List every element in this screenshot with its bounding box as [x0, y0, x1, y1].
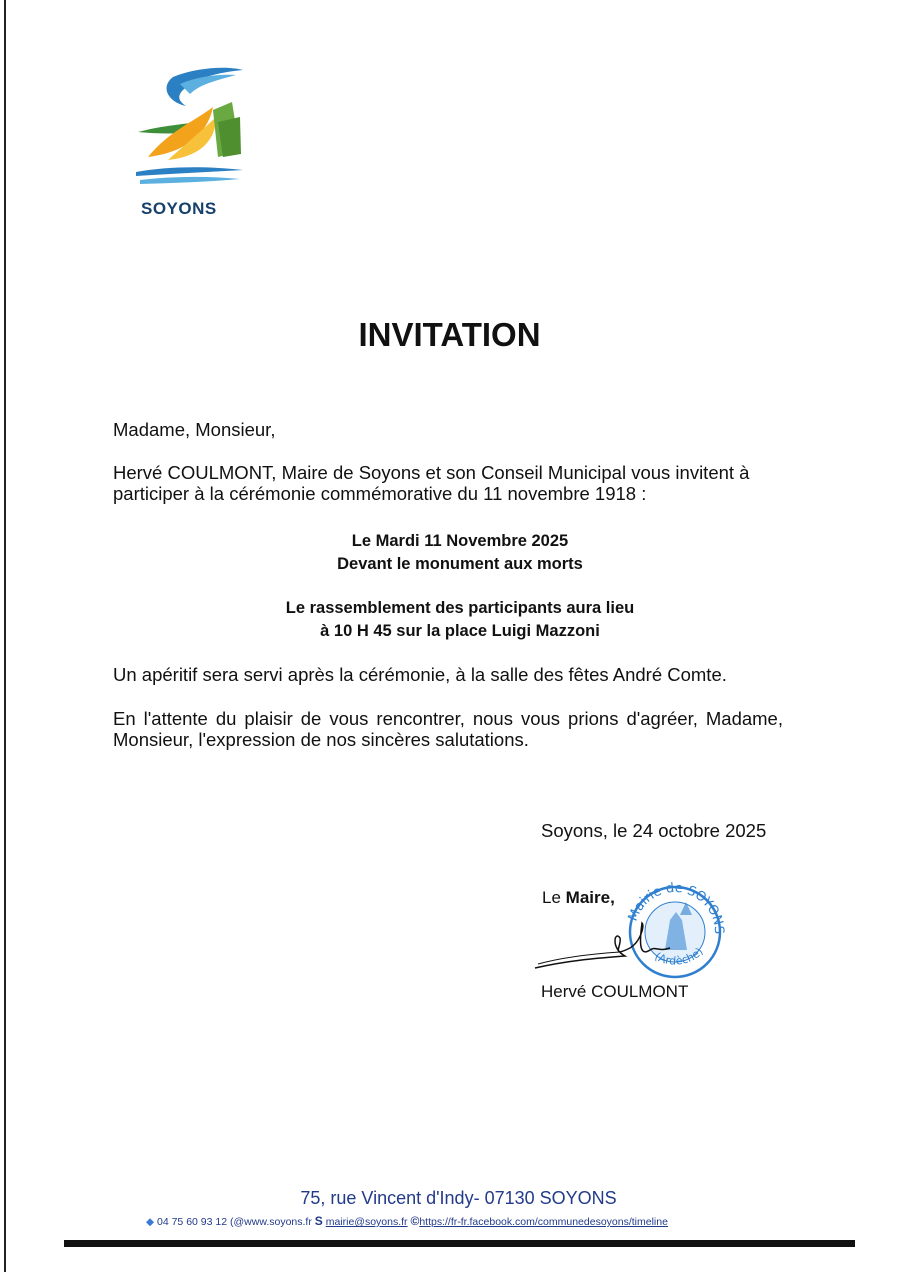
signer-prefix: Le [542, 888, 561, 907]
gathering-details [0, 597, 899, 643]
skype-icon: S [314, 1214, 323, 1228]
aperitif-paragraph: Un apéritif sera servi après la cérémonie, à la salle des fêtes André Comte. [113, 664, 727, 685]
footer-contact-line [146, 1214, 668, 1228]
event-date: Le Mardi 11 Novembre 2025 [351, 532, 569, 550]
footer-email-link[interactable]: mairie@soyons.fr [325, 1216, 408, 1228]
seal-top-text: Mairie de SOYONS [625, 880, 727, 935]
signer-name: Hervé COULMONT [541, 982, 689, 1001]
footer-bar [64, 1240, 855, 1247]
facebook-icon: © [410, 1214, 420, 1228]
seal-bottom-text: (Ardèche) [652, 945, 706, 968]
soyons-logo-graphic [128, 62, 258, 197]
closing-paragraph: En l'attente du plaisir de vous rencontrer, nous vous prions d'agréer, Madame, Monsieur, l'expression de nos sincères salutations. [113, 708, 783, 750]
footer-facebook-link[interactable]: https://fr-fr.facebook.com/communedesoyons/timeline [419, 1216, 668, 1228]
logo-wordmark: SOYONS [141, 199, 217, 218]
event-details [0, 530, 899, 576]
signer-title [542, 888, 615, 908]
place-date: Soyons, le 24 octobre 2025 [541, 820, 767, 841]
handwritten-signature [530, 918, 680, 978]
footer-phone: 04 75 60 93 12 [157, 1216, 228, 1228]
gathering-line-1: Le rassemblement des participants aura lieu [285, 599, 635, 617]
signer-role: Maire, [565, 888, 615, 907]
document-title: INVITATION [358, 316, 541, 353]
footer-address: 75, rue Vincent d'Indy- 07130 SOYONS [300, 1188, 617, 1208]
salutation: Madame, Monsieur, [113, 419, 276, 440]
intro-paragraph: Hervé COULMONT, Maire de Soyons et son Conseil Municipal vous invitent à participer à la cérémonie commémorative du 11 novembre 1918 : [113, 462, 750, 504]
phone-icon: ◆ [146, 1216, 155, 1228]
footer-website[interactable]: (@www.soyons.fr [230, 1216, 312, 1228]
gathering-line-2: à 10 H 45 sur la place Luigi Mazzoni [320, 622, 600, 640]
event-location: Devant le monument aux morts [337, 555, 583, 573]
soyons-logo [128, 62, 258, 222]
